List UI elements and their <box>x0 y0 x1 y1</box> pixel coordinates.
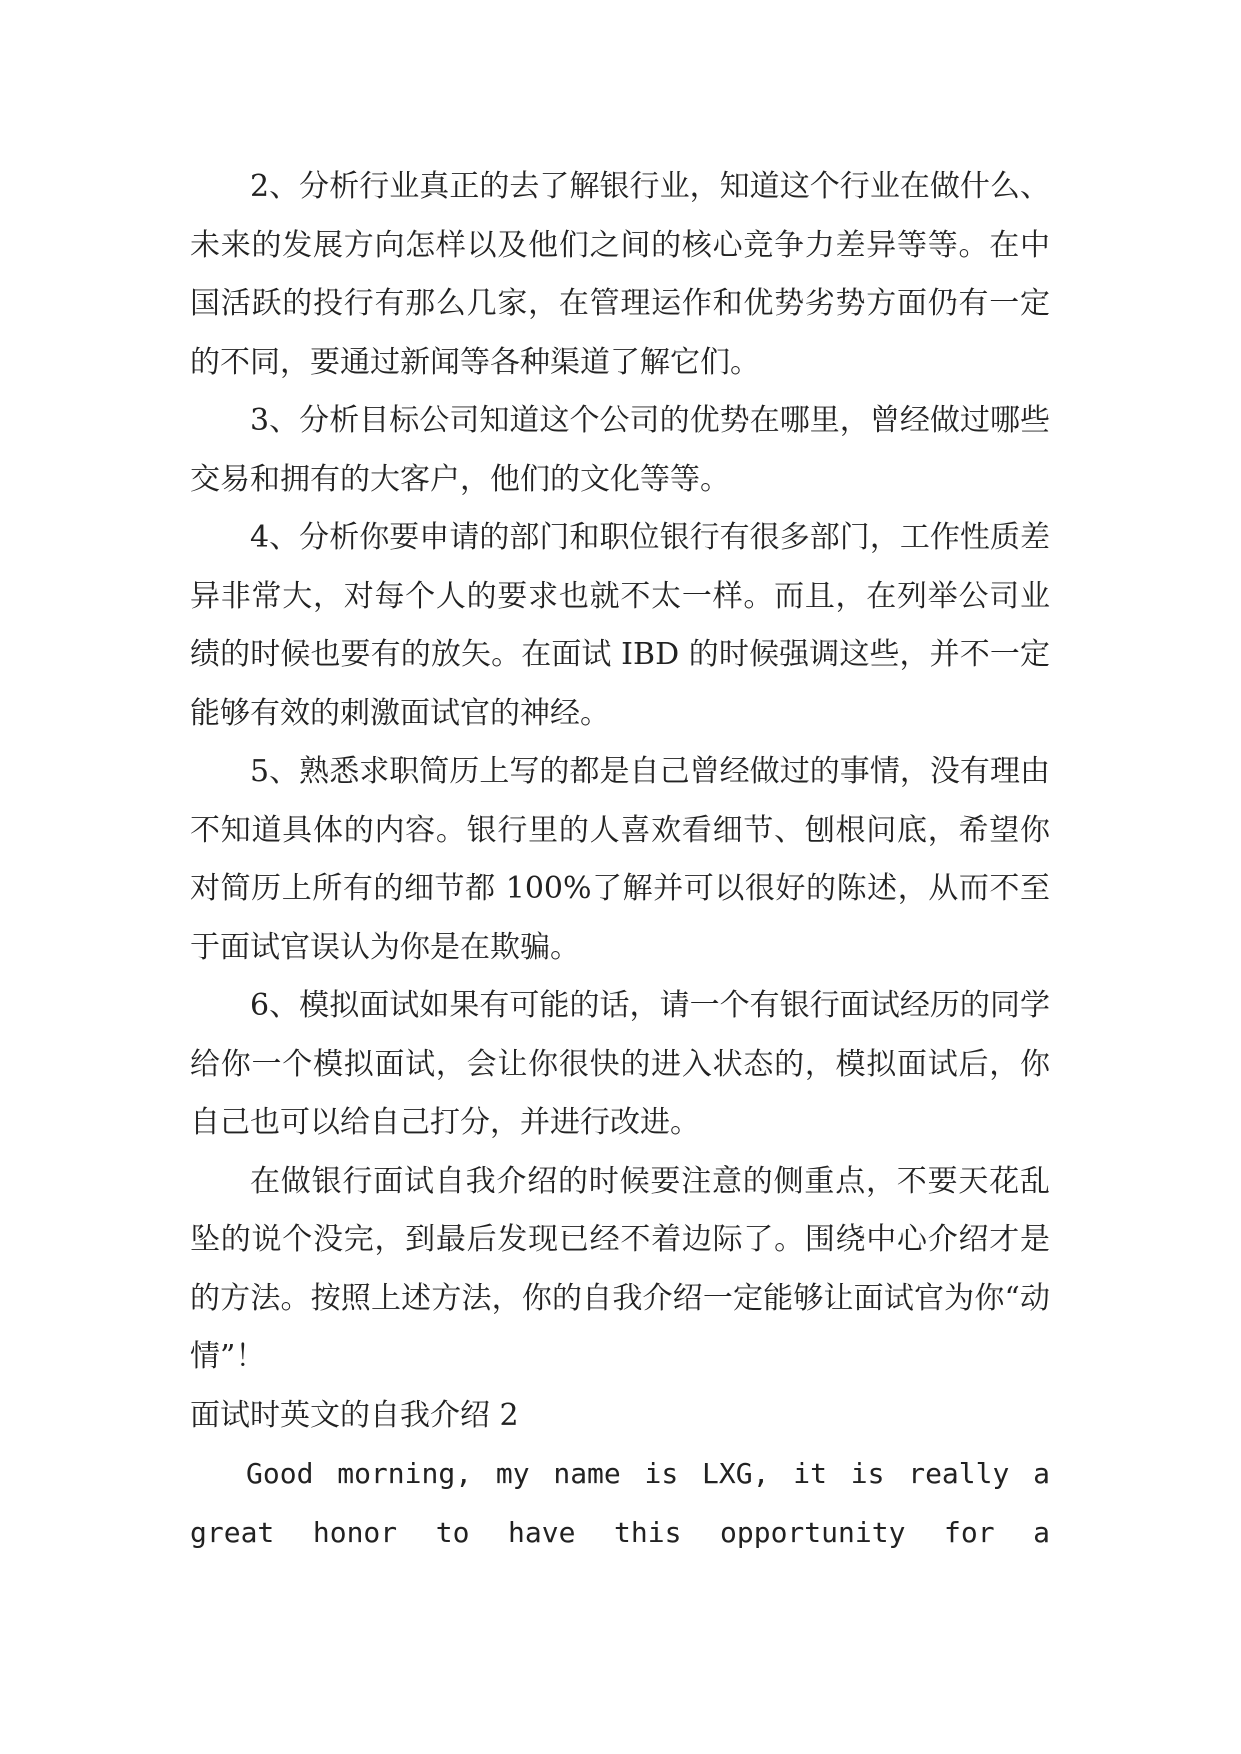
paragraph-conclusion: 在做银行面试自我介绍的时候要注意的侧重点，不要天花乱坠的说个没完，到最后发现已经不着边际了。围绕中心介绍才是的方法。按照上述方法，你的自我介绍一定能够让面试官为你“动情”！ <box>190 1163 1050 1374</box>
paragraph-mock-interview: 6、模拟面试如果有可能的话，请一个有银行面试经历的同学给你一个模拟面试，会让你很快的进入状态的，模拟面试后，你自己也可以给自己打分，并进行改进。 <box>190 988 1050 1140</box>
section-heading: 面试时英文的自我介绍 2 <box>190 1397 519 1433</box>
paragraph-know-resume: 5、熟悉求职简历上写的都是自己曾经做过的事情，没有理由不知道具体的内容。银行里的人喜欢看细节、刨根问底，希望你对简历上所有的细节都 100%了解并可以很好的陈述，从而不至于面试官误认为你是在欺骗。 <box>190 754 1050 965</box>
paragraph-analyze-industry: 2、分析行业真正的去了解银行业，知道这个行业在做什么、未来的发展方向怎样以及他们之间的核心竞争力差异等等。在中国活跃的投行有那么几家，在管理运作和优势劣势方面仍有一定的不同，要通过新闻等各种渠道了解它们。 <box>190 169 1050 380</box>
paragraph-english-intro: Good morning, my name is LXG, it is really a great honor to have this opportunity for a <box>190 1457 1050 1549</box>
paragraph-analyze-department: 4、分析你要申请的部门和职位银行有很多部门，工作性质差异非常大，对每个人的要求也就不太一样。而且，在列举公司业绩的时候也要有的放矢。在面试 IBD 的时候强调这些，并不一定能够有效的刺激面试官的神经。 <box>190 520 1050 731</box>
document-page <box>190 158 1050 1562</box>
paragraph-analyze-company: 3、分析目标公司知道这个公司的优势在哪里，曾经做过哪些交易和拥有的大客户，他们的文化等等。 <box>190 403 1050 497</box>
